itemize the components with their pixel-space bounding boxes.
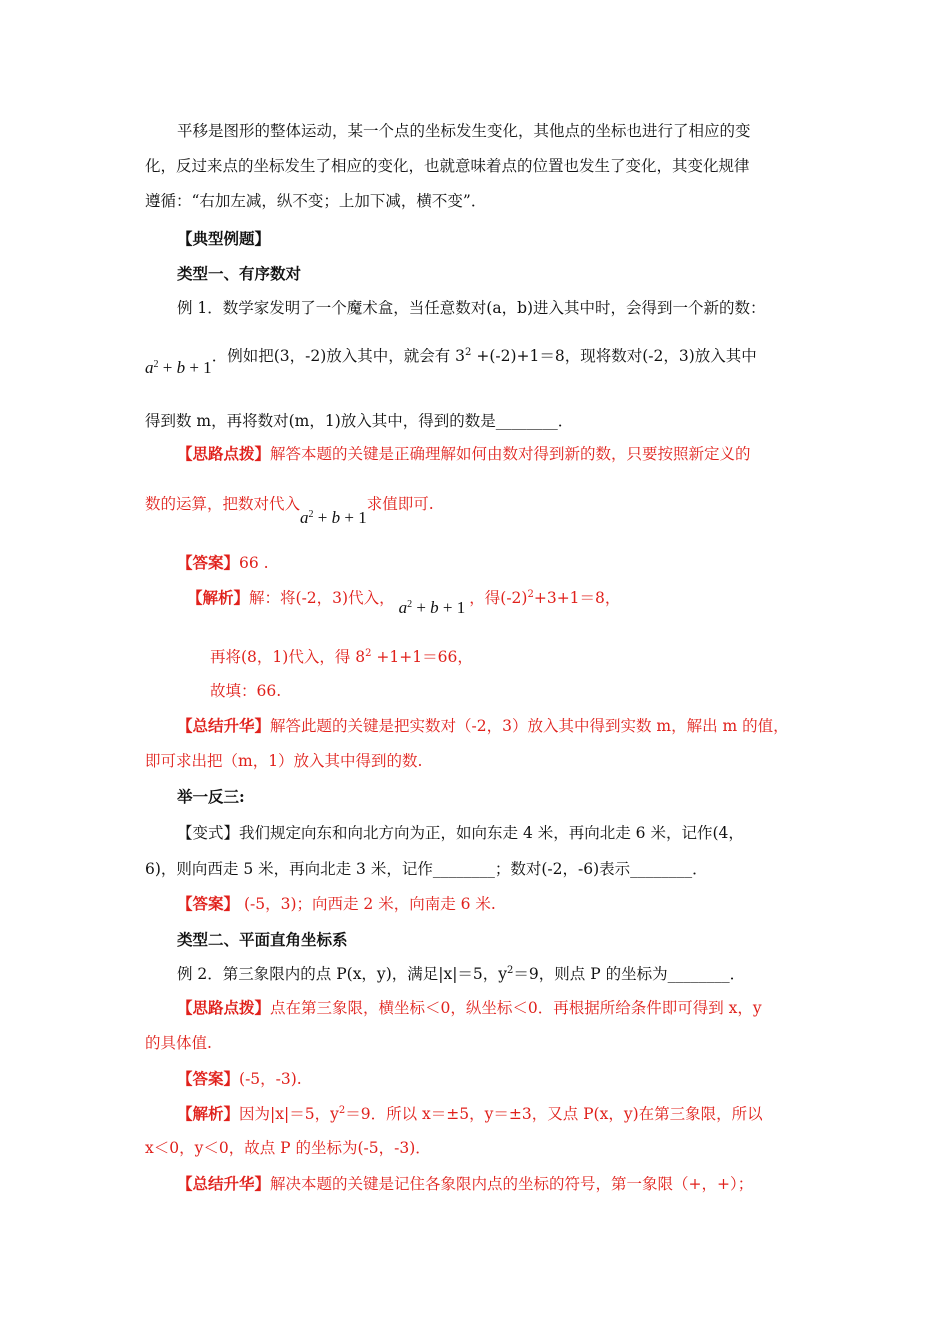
answer-variant: 【答案】 (-5，3)；向西走 2 米，向南走 6 米. (177, 894, 496, 913)
para1-line2: 化，反过来点的坐标发生了相应的变化，也就意味着点的位置也发生了变化，其变化规律 (145, 157, 750, 175)
hint2-line1: 【思路点拨】点在第三象限，横坐标＜0，纵坐标＜0．再根据所给条件即可得到 x，y (177, 998, 762, 1017)
para1-line3: 遵循：“右加左减，纵不变；上加下减，横不变”． (145, 192, 487, 210)
practice-title: 举一反三: (177, 787, 245, 806)
summary1-line1: 【总结升华】解答此题的关键是把实数对（-2，3）放入其中得到实数 m，解出 m 的值， (177, 716, 789, 735)
formula: $a^2 + b + 1$ (145, 358, 212, 377)
solution2-line2: x＜0，y＜0，故点 P 的坐标为(-5，-3)． (145, 1139, 431, 1157)
solution1-line2: 再将(8，1)代入，得 $8^2 +1+1=66$， (210, 648, 473, 666)
formula: $a^2 + b + 1$ (300, 508, 367, 527)
answer2: 【答案】(-5，-3). (177, 1069, 302, 1088)
type2-title: 类型二、平面直角坐标系 (177, 930, 348, 949)
example2: 例 2．第三象限内的点 P(x，y)，满足|x|＝5，$y^2=9$，则点 P 的坐标为________． (177, 965, 746, 983)
formula: $a^2 + b + 1$ (398, 598, 466, 617)
example1-line2: $a^2 + b + 1$．例如把(3，-2)放入其中，就会有 $3^2 +(-2)+1=8$，现将数对(-2，3)放入其中 (145, 347, 757, 377)
summary1-line2: 即可求出把（m，1）放入其中得到的数. (145, 752, 423, 770)
solution1-line3: 故填：66. (210, 682, 282, 700)
para1-line1: 平移是图形的整体运动，某一个点的坐标发生变化，其他点的坐标也进行了相应的变 (177, 122, 751, 140)
answer1: 【答案】66 . (177, 553, 269, 572)
variant-line2: 6)，则向西走 5 米，再向北走 3 米，记作________；数对(-2，-6)表示________． (145, 860, 708, 878)
summary2: 【总结升华】解决本题的关键是记住各象限内点的坐标的符号，第一象限（+，+）； (177, 1174, 754, 1193)
typical-examples-heading: 【典型例题】 (177, 229, 271, 248)
hint1-line1: 【思路点拨】解答本题的关键是正确理解如何由数对得到新的数，只要按照新定义的 (177, 444, 751, 463)
hint2-line2: 的具体值. (145, 1034, 212, 1052)
solution1-line1: 【解析】解：将(-2，3)代入， $a^2 + b + 1$ ，得$(-2)^2+3+1=8$， (187, 588, 621, 617)
variant-line1: 【变式】我们规定向东和向北方向为正，如向东走 4 米，再向北走 6 米，记作(4， (177, 824, 744, 842)
solution2-line1: 【解析】因为|x|＝5，$y^2=9$．所以 x＝±5，y＝±3，又点 P(x，y)在第三象限，所以 (177, 1104, 763, 1123)
type1-title: 类型一、有序数对 (177, 264, 302, 283)
hint1-line2: 数的运算，把数对代入$a^2 + b + 1$求值即可. (145, 495, 434, 527)
example1-line1: 例 1．数学家发明了一个魔术盒，当任意数对(a，b)进入其中时，会得到一个新的数： (177, 299, 766, 317)
example1-line3: 得到数 m，再将数对(m，1)放入其中，得到的数是________． (145, 412, 574, 430)
